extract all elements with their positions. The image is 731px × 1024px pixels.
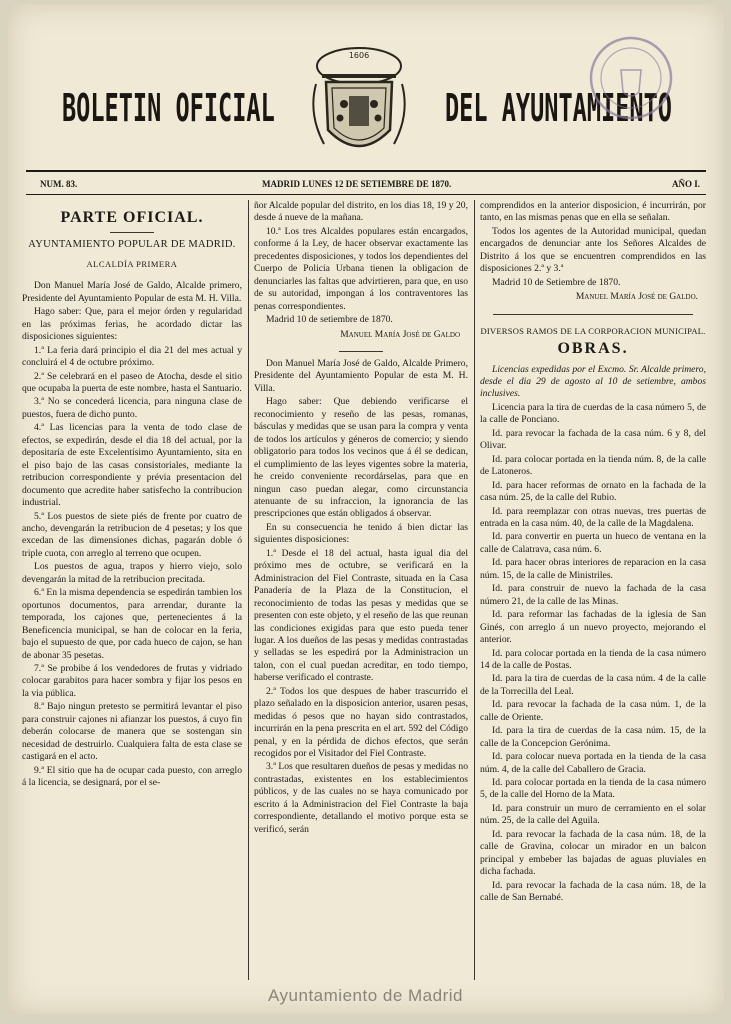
list-item: Id. para reemplazar con otras nuevas, tres puertas de entrada en la casa núm. 40, de la calle de la Magdalena. <box>480 505 706 529</box>
ornament-rule <box>339 351 383 352</box>
paragraph: 4.ª Las licencias para la venta de todo clase de efectos, se expedirán, desde el dia 18 del actual, por la depositaría de este Excelentísimo Ayuntamiento, sita en el piso bajo de las casas consistoriales, mediante la retribucion correspondiente y prévia presentacion del documento que acredite haber satisfecho la contribucion industrial. <box>22 422 242 509</box>
section-rule <box>493 314 693 315</box>
paragraph: 5.ª Los puestos de siete piés de frente por cuatro de ancho, devengarán la retribucion de 4 pesetas; y los que excedan de las dimensiones dichas, pagarán doble ó triple cuota, con arreglo al terreno que ocupen. <box>22 510 242 559</box>
list-item: Id. para colocar nueva portada en la tienda de la casa núm. 4, de la calle del Caballero de Gracia. <box>480 751 706 775</box>
paragraph: 2.ª Todos los que despues de haber trascurrido el plazo señalado en la disposicion anterior, usaren pesas, medidas ó pesos que no hayan sido contrastados, incurrirán en la pena prescrita en el art. 592 del Código penal, y en la pérdida de dichos efectos, que serán recogidos por el Visitador del Fiel Contraste. <box>254 685 468 760</box>
paragraph: comprendidos en la anterior disposicion, é incurrirán, por tanto, en las mismas penas que en ella se señalan. <box>480 200 706 224</box>
issue-date: MADRID LUNES 12 DE SETIEMBRE DE 1870. <box>262 179 452 189</box>
paragraph: Hago saber: Que, para el mejor órden y regularidad en las próximas ferias, he acordado dictar las disposiciones siguientes: <box>22 306 242 343</box>
section-heading-parte-oficial: PARTE OFICIAL. <box>60 209 204 226</box>
paragraph: Madrid 10 de Setiembre de 1870. <box>492 276 621 288</box>
subheading-ayuntamiento: AYUNTAMIENTO POPULAR DE MADRID. <box>28 239 236 251</box>
list-item: Id. para construir de nuevo la fachada de la casa número 21, de la calle de las Minas. <box>480 583 706 607</box>
masthead-title-right: DEL AYUNTAMIENTO <box>445 86 672 130</box>
issue-year: AÑO I. <box>672 179 701 189</box>
paragraph: 7.ª Se probibe á los vendedores de frutas y vidriado colocar garabitos para hacer sombra y fijar los pesos en la via pública. <box>22 662 242 699</box>
list-item: Id. para reformar las fachadas de la iglesia de San Ginés, con arreglo á un nuevo proyecto, mejorando el anterior. <box>480 609 706 646</box>
paragraph: 3.ª No se concederá licencia, para ninguna clase de puestos, fuera de dicho punto. <box>22 396 242 420</box>
section-heading-obras: OBRAS. <box>557 340 629 358</box>
paragraph: 1.ª Desde el 18 del actual, hasta igual dia del próximo mes de octubre, se verificará en la Administracion del Fiel Contraste, situada en la Casa Panadería de la Plaza de la Constitucion, el reconocimiento de todas las pesas y medidas que se presenten con este objeto, y el reseño de las que reunan las condiciones exigidas para que esto pueda tener lugar. A los dueños de las pesas y medidas contrastadas y selladas se les espedirá por la Administracion un talon, con el cual puedan acreditar, en todo tiempo, haberse verificado el contraste. <box>254 547 468 684</box>
list-item: Id. para la tira de cuerdas de la casa núm. 15, de la calle de la Concepcion Gerónima. <box>480 725 706 749</box>
list-item: Id. para revocar la fachada de la casa núm. 18, de la calle de San Bernabé. <box>480 879 706 904</box>
column-1 <box>22 200 242 790</box>
list-item: Id. para la tira de cuerdas de la casa núm. 4 de la calle de la Torrecilla del Leal. <box>480 673 706 697</box>
column-divider <box>474 200 475 980</box>
list-item: Id. para colocar portada en la tienda de la casa número 5, de la calle del Horno de la Mata. <box>480 777 706 801</box>
paragraph: Don Manuel María José de Galdo, Alcalde Primero, Presidente del Ayuntamiento Popular de esta M. H. Villa. <box>254 357 468 394</box>
list-item: Id. para colocar portada en la tienda núm. 8, de la calle de Latoneros. <box>480 453 706 478</box>
paragraph: ñor Alcalde popular del distrito, en los dias 18, 19 y 20, desde á nueve de la mañana. <box>254 200 468 224</box>
paragraph: 1.ª La feria dará principio el dia 21 del mes actual y concluirá el 4 de octubre próximo. <box>22 344 242 369</box>
section-heading-diversos: DIVERSOS RAMOS DE LA CORPORACION MUNICIPAL. <box>480 325 706 336</box>
infobar-rule <box>26 194 706 195</box>
masthead-title-left: BOLETIN OFICIAL <box>62 86 275 130</box>
signature: Manuel María José de Galdo <box>340 329 460 340</box>
list-item: Id. para convertir en puerta un hueco de ventana en la calle de Calatrava, casa núm. 6. <box>480 531 706 555</box>
paragraph: 6.ª En la misma dependencia se espedirán tambien los oportunos documentos, para arrendar, durante la temporada, los cajones que, pertenecientes á la Beneficencia municipal, se han de colocar en la feria, bajo el supuesto de que, por cada hueco de cajon, se han de abonar 35 pesetas. <box>22 587 242 661</box>
column-divider <box>248 200 249 980</box>
paragraph: Todos los agentes de la Autoridad municipal, quedan encargados de denunciar ante los Señores Alcaldes de Distrito á los que se encuentren comprendidos en las disposiciones 2.ª y 3.ª <box>480 225 706 275</box>
paragraph: Los puestos de agua, trapos y hierro viejo, solo devengarán la mitad de la retribucion precitada. <box>22 561 242 585</box>
paragraph: 3.ª Los que resultaren dueños de pesas y medidas no contrastadas, existentes en los establecimientos públicos, y de las cuales no se haya comunicado por escrito á la Administracion del Fiel Contraste la baja correspondiente, detallando el motivo porque esta se verificó, serán <box>254 761 468 835</box>
signature: Manuel María José de Galdo. <box>575 292 698 303</box>
obras-intro: Licencias expedidas por el Excmo. Sr. Alcalde primero, desde el dia 29 de agosto al 10 de setiembre, ambos inclusives. <box>480 363 706 400</box>
issue-number: NUM. 83. <box>40 179 78 189</box>
list-item: Id. para construir un muro de cerramiento en el solar núm. 25, de la calle del Aguila. <box>480 802 706 827</box>
masthead-rule <box>26 170 706 172</box>
list-item: Id. para hacer obras interiores de reparacion en la casa núm. 15, de la calle de Ministriles. <box>480 557 706 581</box>
list-item: Id. para revocar la fachada de la casa núm. 1, de la calle de Oriente. <box>480 699 706 723</box>
paragraph: Hago saber: Que debiendo verificarse el reconocimiento y reseño de las pesas, romanas, básculas y medidas que se usan para la compra y venta de todos los artículos y géneros de comercio; y siendo obligatorio para todos los vecinos que á él se dedican, el cumplimiento de las leyes vigentes sobre la materia, he creido conveniente recordárselas, para que en ningun caso puedan alegar, como circunstancia atenuante de su infraccion, la ignorancia de las prescripciones que están obligados á observar. <box>254 396 468 520</box>
paragraph: 10.ª Los tres Alcaldes populares están encargados, conforme á la Ley, de hacer observar exactamente las precedentes disposiciones, y todos los dependientes del Cuerpo de Policía Urbana tienen la obligacion de denunciarles las faltas que advirtieren, para que, en uso de su autoridad, impongan á los contraventores las penas correspondientes. <box>254 225 468 312</box>
list-item: Licencia para la tira de cuerdas de la casa número 5, de la calle de Ponciano. <box>480 401 706 426</box>
paragraph: Don Manuel María José de Galdo, Alcalde primero, Presidente del Ayuntamiento Popular de esta M. H. Villa. <box>22 280 242 304</box>
library-stamp-icon <box>587 34 675 122</box>
issue-info-bar <box>26 176 706 192</box>
column-3 <box>480 200 706 906</box>
paragraph: Madrid 10 de setiembre de 1870. <box>266 314 393 326</box>
paragraph: 2.ª Se celebrará en el paseo de Atocha, desde el sitio que ocupaba la puerta de este nombre, hasta el Santuario. <box>22 370 242 394</box>
ornament-rule <box>110 232 154 233</box>
paragraph: En su consecuencia he tenido á bien dictar las siguientes disposiciones: <box>254 521 468 546</box>
paragraph: 8.ª Bajo ningun pretesto se permitirá levantar el piso para construir cajones ni afianzar los puestos, á cuyo fin deberán colocarse de manera que se sostengan sin necesidad de destruirlo. Cualquiera falta de esta clase se castigará en el acto. <box>22 701 242 763</box>
paragraph: 9.ª El sitio que ha de ocupar cada puesto, con arreglo á la licencia, se designará, por el se- <box>22 764 242 789</box>
list-item: Id. para colocar portada en la tienda de la casa número 14 de la calle de Postas. <box>480 647 706 671</box>
list-item: Id. para revocar la fachada de la casa núm. 6 y 8, del Olivar. <box>480 427 706 452</box>
office-label: ALCALDÍA PRIMERA <box>86 258 178 269</box>
list-item: Id. para hacer reformas de ornato en la fachada de la casa núm. 25, de la calle del Rubio. <box>480 479 706 504</box>
newspaper-page <box>8 4 724 1014</box>
coat-of-arms-icon <box>304 44 414 166</box>
watermark: Ayuntamiento de Madrid <box>268 986 463 1005</box>
list-item: Id. para revocar la fachada de la casa núm. 18, de la calle de Gravina, colocar un mirador en un balcon principal y embeber las bajadas de aguas pluviales en dicha fachada. <box>480 828 706 878</box>
masthead <box>8 4 724 172</box>
crest-year: 1606 <box>348 51 370 60</box>
column-2 <box>254 200 468 837</box>
